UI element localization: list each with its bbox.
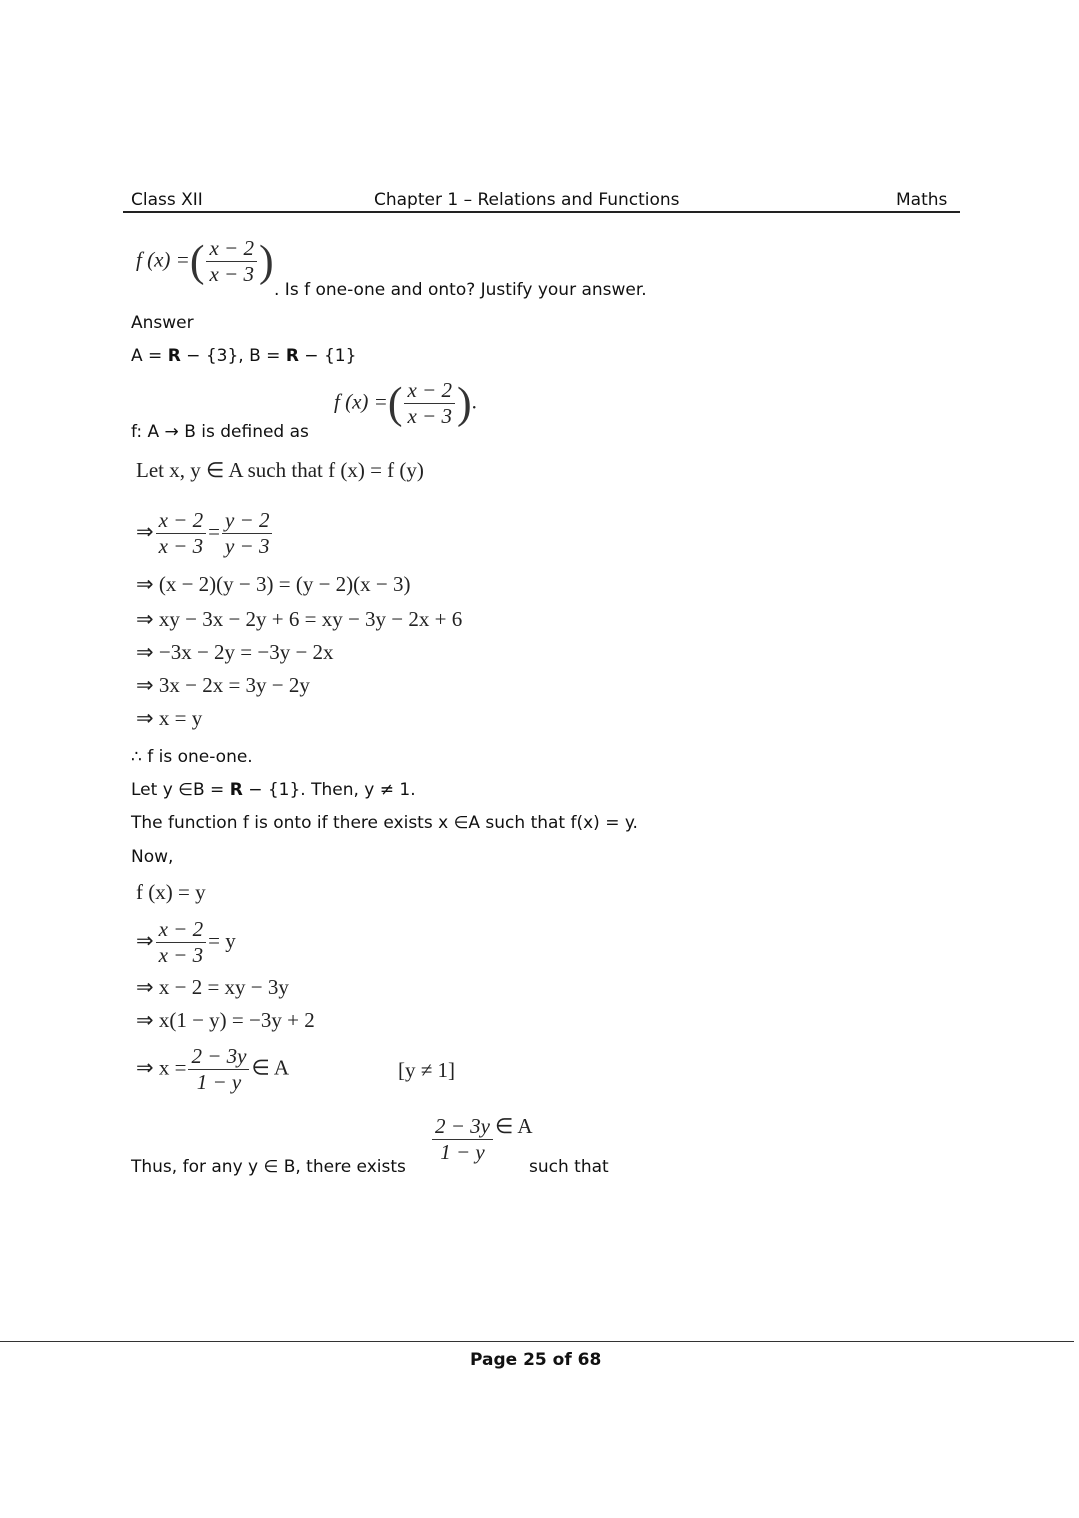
footer-rule bbox=[0, 1341, 1074, 1342]
step-multiply: ⇒ xy − 3x − 2y + 6 = xy − 3y − 2x + 6 bbox=[136, 607, 463, 631]
defined-as-text: f: A → B is defined as bbox=[131, 422, 309, 442]
question-formula: f (x) =( $\frac{x - 2}{x - 3}$ ) bbox=[136, 236, 274, 287]
question-text: . Is f one-one and onto? Justify your answer. bbox=[274, 280, 647, 300]
header-rule bbox=[123, 211, 960, 213]
sets-line: A = R − {3}, B = R − {1} bbox=[131, 346, 357, 366]
condition-note: [y ≠ 1] bbox=[398, 1058, 456, 1082]
header-chapter: Chapter 1 – Relations and Functions bbox=[374, 190, 680, 210]
such-that: such that bbox=[529, 1157, 609, 1177]
conclusion-one-one: ∴ f is one-one. bbox=[131, 747, 253, 767]
now-label: Now, bbox=[131, 847, 174, 867]
answer-label: Answer bbox=[131, 313, 194, 333]
onto-step-3: ⇒ x − 2 = xy − 3y bbox=[136, 975, 289, 999]
step-result: ⇒ x = y bbox=[136, 706, 203, 730]
onto-condition: The function f is onto if there exists x ∈A such that f(x) = y. bbox=[131, 813, 638, 833]
let-y-line: Let y ∈B = R − {1}. Then, y ≠ 1. bbox=[131, 780, 416, 800]
thus-formula: $\frac{2 - 3y}{1 - y}$ ∈ A bbox=[430, 1114, 533, 1165]
step-rearrange: ⇒ 3x − 2x = 3y − 2y bbox=[136, 673, 310, 697]
header-subject: Maths bbox=[896, 190, 948, 210]
header-class: Class XII bbox=[131, 190, 203, 210]
definition-formula: f (x) =( $\frac{x - 2}{x - 3}$ ). bbox=[334, 378, 477, 429]
onto-step-1: f (x) = y bbox=[136, 880, 206, 904]
let-line: Let x, y ∈ A such that f (x) = f (y) bbox=[136, 458, 424, 482]
step-expand: ⇒ (x − 2)(y − 3) = (y − 2)(x − 3) bbox=[136, 572, 411, 596]
onto-step-2: ⇒ $\frac{x - 2}{x - 3}$ = y bbox=[136, 917, 236, 968]
onto-step-5: ⇒ x = $\frac{2 - 3y}{1 - y}$ ∈ A bbox=[136, 1044, 290, 1095]
onto-step-4: ⇒ x(1 − y) = −3y + 2 bbox=[136, 1008, 315, 1032]
thus-line: Thus, for any y ∈ B, there exists bbox=[131, 1157, 406, 1177]
step-frac-eq: ⇒ $\frac{x - 2}{x - 3}$ = $\frac{y - 2}{y - 3}$ bbox=[136, 508, 274, 559]
step-simplify: ⇒ −3x − 2y = −3y − 2x bbox=[136, 640, 334, 664]
page-number: Page 25 of 68 bbox=[470, 1350, 602, 1370]
